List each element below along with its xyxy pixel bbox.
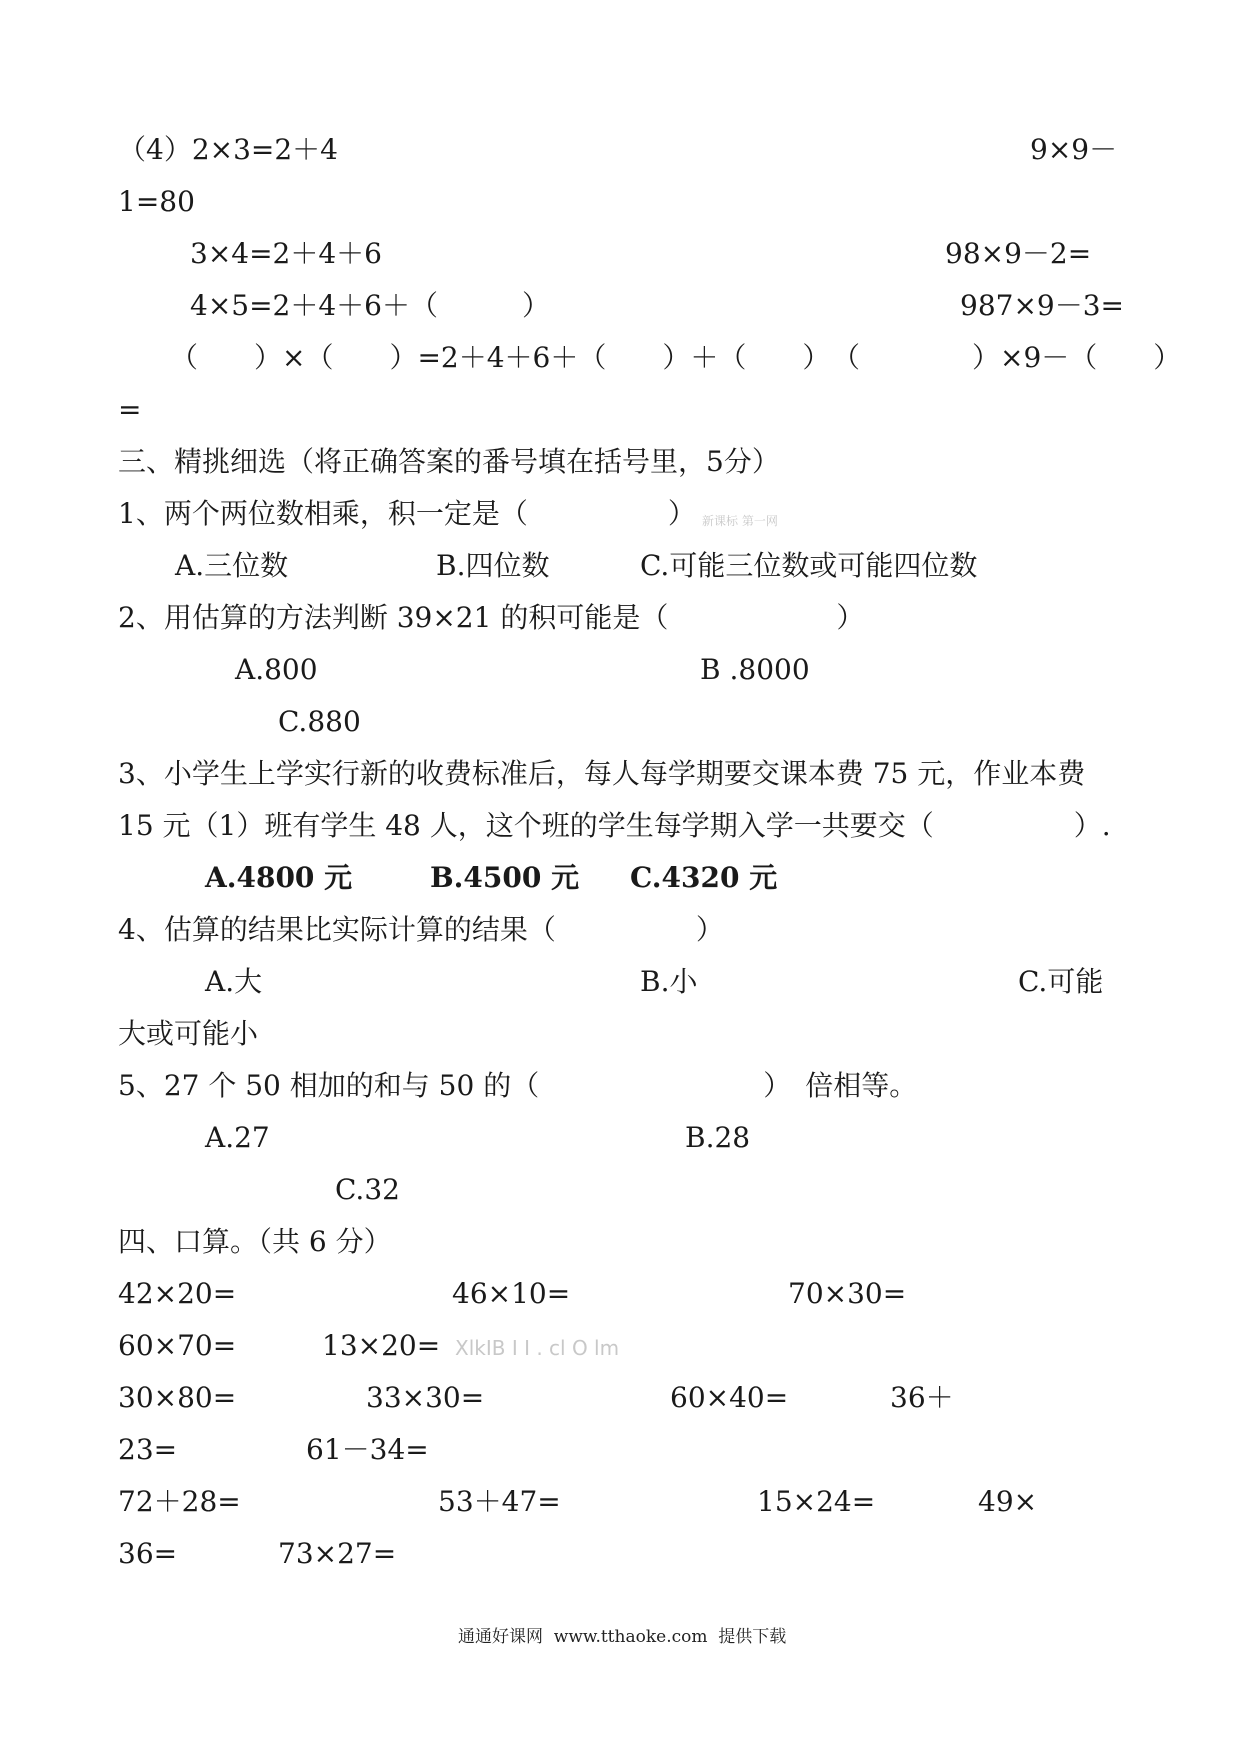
q4-stem: 4、估算的结果比实际计算的结果（ ） bbox=[118, 913, 724, 946]
q3-option-c: C.4320 元 bbox=[630, 861, 778, 894]
calc-item: 23= bbox=[118, 1433, 178, 1466]
calc-item: 53＋47= bbox=[438, 1485, 561, 1518]
watermark-text: XlkIB I I . cl O lm bbox=[455, 1336, 620, 1360]
q2-option-c: C.880 bbox=[278, 705, 361, 738]
watermark-text: 新课标 第一网 bbox=[702, 514, 778, 528]
sec2-line3-left: 3×4=2＋4＋6 bbox=[190, 237, 382, 270]
q1-option-c: C.可能三位数或可能四位数 bbox=[640, 549, 978, 582]
sec2-line4-right: 987×9－3= bbox=[960, 289, 1124, 322]
section3-title: 三、精挑细选（将正确答案的番号填在括号里，5分） bbox=[118, 445, 780, 478]
q1-stem: 1、两个两位数相乘，积一定是（ ） bbox=[118, 497, 696, 530]
q3-stem-line1: 3、小学生上学实行新的收费标准后，每人每学期要交课本费 75 元，作业本费 bbox=[118, 757, 1086, 790]
q5-option-b: B.28 bbox=[685, 1121, 751, 1154]
q1-option-a: A.三位数 bbox=[175, 549, 289, 582]
calc-item: 73×27= bbox=[278, 1537, 397, 1570]
q5-option-c: C.32 bbox=[335, 1173, 400, 1206]
page-footer: 通通好课网 www.tthaoke.com 提供下载 bbox=[458, 1627, 787, 1647]
calc-item: 15×24= bbox=[757, 1485, 876, 1518]
q4-option-a: A.大 bbox=[205, 965, 263, 998]
calc-item: 36＋ bbox=[890, 1381, 954, 1414]
calc-item: 13×20= bbox=[322, 1329, 441, 1362]
calc-item: 70×30= bbox=[788, 1277, 907, 1310]
q5-option-a: A.27 bbox=[205, 1121, 270, 1154]
sec2-line6: = bbox=[118, 393, 142, 426]
calc-item: 60×70= bbox=[118, 1329, 237, 1362]
sec2-line1-right: 9×9－ bbox=[1030, 133, 1118, 166]
q3-stem-line2: 15 元（1）班有学生 48 人，这个班的学生每学期入学一共要交（ ）. bbox=[118, 809, 1111, 842]
sec2-line4-left: 4×5=2＋4＋6＋（ ） bbox=[190, 289, 550, 322]
calc-item: 49× bbox=[978, 1485, 1038, 1518]
calc-item: 60×40= bbox=[670, 1381, 789, 1414]
calc-item: 33×30= bbox=[366, 1381, 485, 1414]
calc-item: 46×10= bbox=[452, 1277, 571, 1310]
q2-option-a: A.800 bbox=[235, 653, 318, 686]
q3-option-b: B.4500 元 bbox=[430, 861, 580, 894]
q3-option-a: A.4800 元 bbox=[205, 861, 353, 894]
q4-option-c-part2: 大或可能小 bbox=[118, 1017, 259, 1050]
sec2-line1-left: （4）2×3=2＋4 bbox=[118, 133, 338, 166]
q5-stem: 5、27 个 50 相加的和与 50 的（ ） 倍相等。 bbox=[118, 1069, 918, 1102]
q4-option-c-part1: C.可能 bbox=[1018, 965, 1104, 998]
sec2-line3-right: 98×9－2= bbox=[945, 237, 1092, 270]
sec2-line2: 1=80 bbox=[118, 185, 195, 218]
section4-title: 四、口算。（共 6 分） bbox=[118, 1225, 392, 1258]
q4-option-b: B.小 bbox=[640, 965, 698, 998]
calc-item: 36= bbox=[118, 1537, 178, 1570]
sec2-line5-right: （ ）×9－（ ） bbox=[832, 341, 1182, 374]
calc-item: 61－34= bbox=[306, 1433, 429, 1466]
calc-item: 72＋28= bbox=[118, 1485, 241, 1518]
q2-option-b: B .8000 bbox=[700, 653, 810, 686]
calc-item: 42×20= bbox=[118, 1277, 237, 1310]
q2-stem: 2、用估算的方法判断 39×21 的积可能是（ ） bbox=[118, 601, 865, 634]
calc-item: 30×80= bbox=[118, 1381, 237, 1414]
q1-option-b: B.四位数 bbox=[436, 549, 550, 582]
sec2-line5-left: （ ）×（ ）=2＋4＋6＋（ ）＋（ ） bbox=[170, 341, 831, 374]
